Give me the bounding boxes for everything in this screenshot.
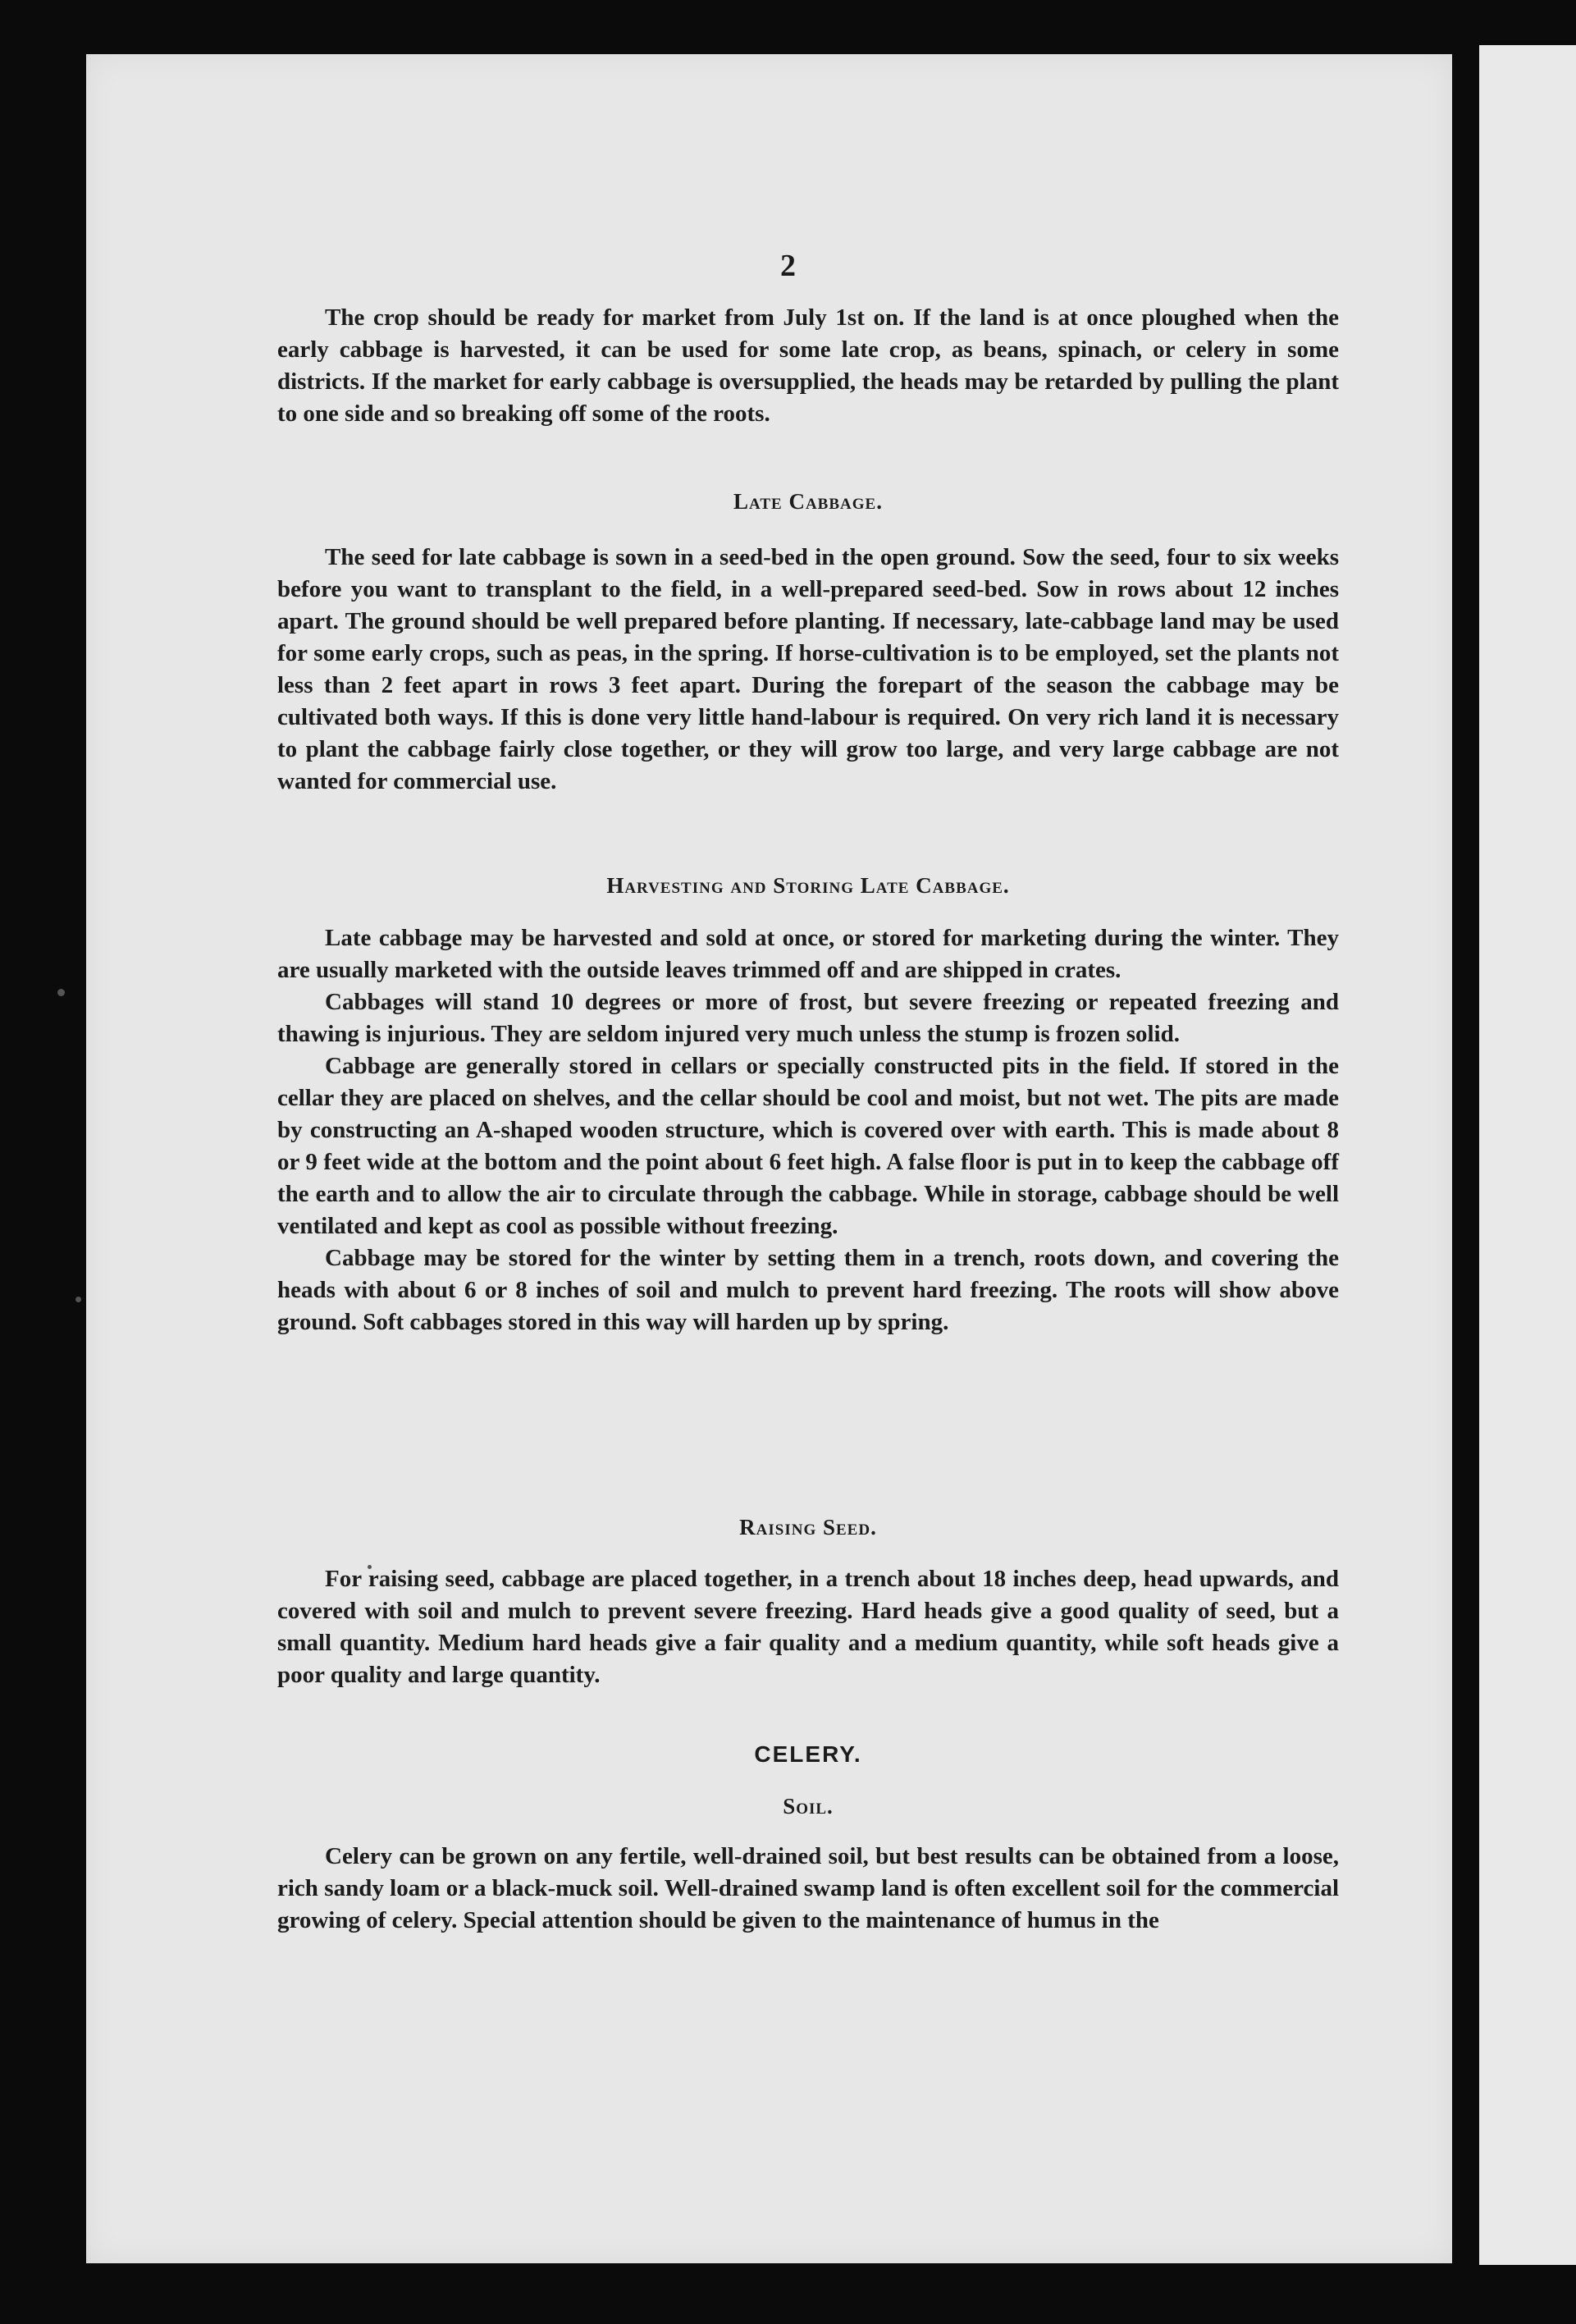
celery-heading: CELERY. (754, 1741, 862, 1767)
celery-soil-block (277, 1841, 1339, 1937)
harvesting-heading: Harvesting and Storing Late Cabbage. (606, 873, 1010, 898)
harvesting-paragraph-3: Cabbage are generally stored in cellars or specially constructed pits in the field. If stored in the cellar they are placed on shelves, and the cellar should be cool and moist, but not wet. The pits are made by constructing an A-shaped wooden structure, which is covered over with earth. This is made about 8 or 9 feet wide at the bottom and the point about 6 feet high. A false floor is put in to keep the cabbage off the earth and to allow the air to circulate through the cabbage. While in storage, cabbage should be well ventilated and kept as cool as possible without freezing. (277, 1053, 1339, 1239)
harvesting-block (277, 922, 1339, 1338)
celery-soil-heading: Soil. (783, 1794, 834, 1818)
late-cabbage-paragraph: The seed for late cabbage is sown in a seed-bed in the open ground. Sow the seed, four to six weeks before you want to transplant to the field, in a well-prepared seed-bed. Sow in rows about 12 inches apart. The ground should be well prepared before planting. If necessary, late-cabbage land may be used for some early crops, such as peas, in the spring. If horse-cultivation is to be employed, set the plants not less than 2 feet apart in rows 3 feet apart. During the forepart of the season the cabbage may be cultivated both ways. If this is done very little hand-labour is required. On very rich land it is necessary to plant the cabbage fairly close together, or they will grow too large, and very large cabbage are not wanted for commercial use. (277, 544, 1339, 794)
adjacent-page-edge (1479, 45, 1576, 2265)
harvesting-paragraph-2: Cabbages will stand 10 degrees or more of frost, but severe freezing or repeated freezing and thawing is injurious. They are seldom injured very much unless the stump is frozen solid. (277, 989, 1339, 1047)
intro-paragraph: The crop should be ready for market from July 1st on. If the land is at once ploughed when the early cabbage is harvested, it can be used for some late crop, as beans, spinach, or celery in some districts. If the market for early cabbage is oversupplied, the heads may be retarded by pulling the plant to one side and so breaking off some of the roots. (277, 304, 1339, 427)
harvesting-paragraph-1: Late cabbage may be harvested and sold at once, or stored for marketing during the winter. They are usually marketed with the outside leaves trimmed off and are shipped in crates. (277, 925, 1339, 983)
harvesting-paragraph-4: Cabbage may be stored for the winter by setting them in a trench, roots down, and covering the heads with about 6 or 8 inches of soil and mulch to prevent hard freezing. The roots will show above ground. Soft cabbages stored in this way will harden up by spring. (277, 1245, 1339, 1335)
page-number: 2 (780, 249, 796, 283)
intro-paragraph-block (277, 302, 1339, 430)
scan-speck (75, 1297, 81, 1302)
late-cabbage-block (277, 542, 1339, 798)
raising-seed-block (277, 1563, 1339, 1691)
raising-seed-heading: Raising Seed. (739, 1515, 877, 1539)
raising-seed-paragraph: For raising seed, cabbage are placed together, in a trench about 18 inches deep, head upwards, and covered with soil and mulch to prevent severe freezing. Hard heads give a good quality of seed, but a small quantity. Medium hard heads give a fair quality and a medium quantity, while soft heads give a poor quality and large quantity. (277, 1566, 1339, 1688)
celery-soil-paragraph: Celery can be grown on any fertile, well-drained soil, but best results can be obtained from a loose, rich sandy loam or a black-muck soil. Well-drained swamp land is often excellent soil for the commercial growing of celery. Special attention should be given to the maintenance of humus in the (277, 1843, 1339, 1933)
scan-speck (57, 989, 65, 996)
late-cabbage-heading: Late Cabbage. (733, 489, 883, 514)
